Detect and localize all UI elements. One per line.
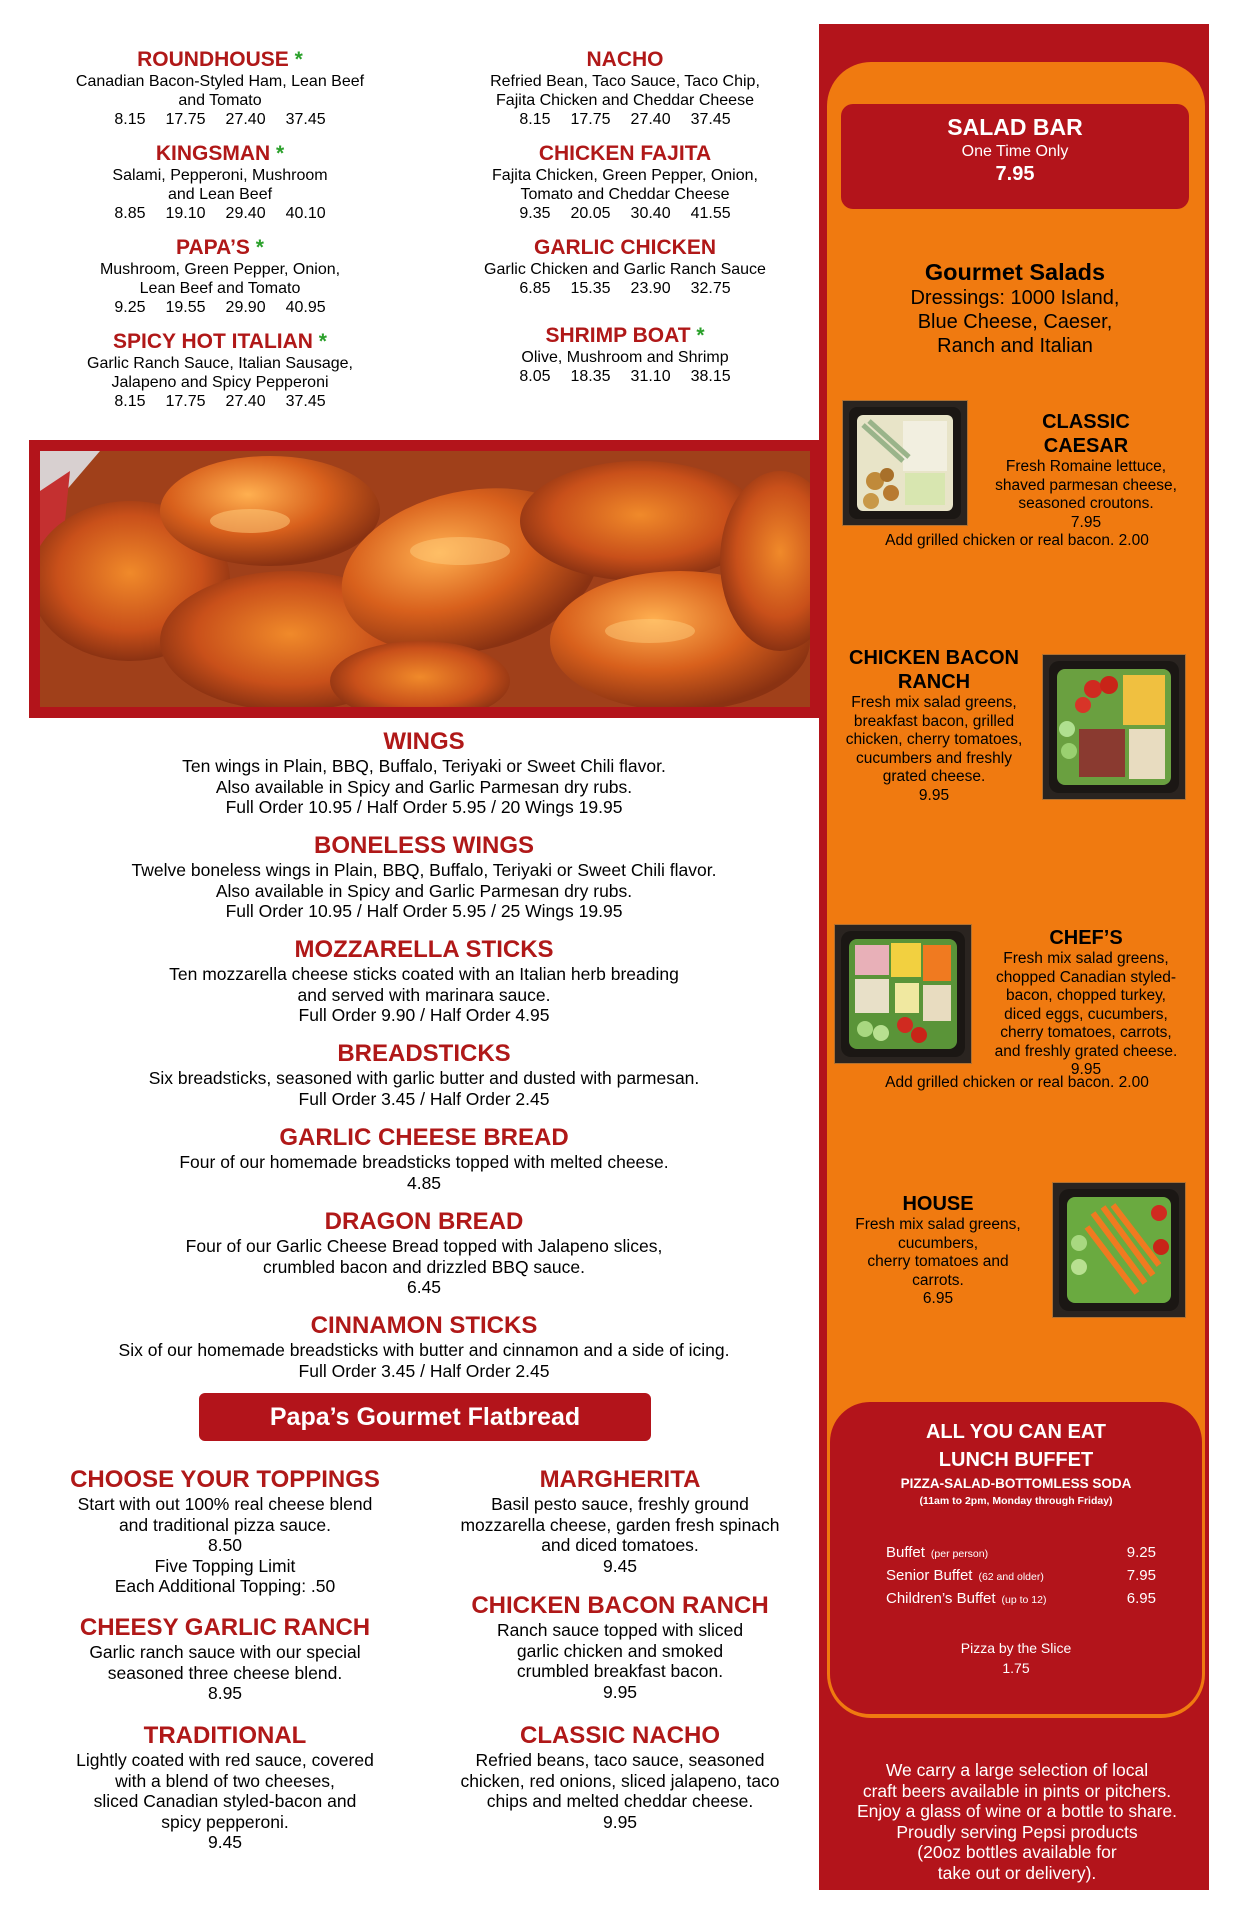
salad-name: CHICKEN BACON RANCH [849,647,1019,693]
star-icon: * [318,330,327,353]
pizza-kingsman [50,142,390,223]
item-title: DRAGON BREAD [324,1208,524,1235]
salad-desc: Fresh mix salad greens, cucumbers, cherry tomatoes and carrots. [855,1216,1021,1289]
chicken-bacon-ranch-image [1042,654,1186,800]
pizza-desc: Salami, Pepperoni, Mushroom and Lean Beef [112,167,328,203]
star-icon: * [294,48,303,71]
flatbread-banner: Papa’s Gourmet Flatbread [199,1393,651,1441]
salad-name: HOUSE [902,1193,974,1215]
item-desc: Six breadsticks, seasoned with garlic butter and dusted with parmesan. Full Order 3.45 / Half Order 2.45 [148,1068,700,1109]
item-desc: Refried beans, taco sauce, seasoned chicken, red onions, sliced jalapeno, taco chips and melted cheddar cheese. 9.95 [460,1750,780,1832]
item-title: WINGS [383,728,465,755]
item-desc: Ten mozzarella cheese sticks coated with an Italian herb breading and served with marinara sauce. Full Order 9.90 / Half Order 4.95 [169,964,679,1025]
appetizer-cinnamon-sticks [29,1312,819,1381]
pizza-name: CHICKEN FAJITA [538,142,712,165]
salad-chicken-bacon-ranch [836,646,1032,805]
addon-note: Add grilled chicken or real bacon. 2.00 [885,1074,1149,1091]
star-icon: * [696,324,705,347]
pizza-name: KINGSMAN [155,142,271,165]
item-title: CLASSIC NACHO [519,1722,720,1749]
flatbread-chicken-bacon-ranch [435,1592,805,1702]
pizza-name: ROUNDHOUSE [137,48,289,71]
pizza-name: SHRIMP BOAT [545,324,691,347]
pizza-desc: Refried Bean, Taco Sauce, Taco Chip, Fajita Chicken and Cheddar Cheese [490,73,760,109]
appetizer-dragon-bread [29,1208,819,1298]
pizza-chicken-fajita [460,142,790,223]
pizza-shrimp-boat [460,324,790,386]
salad-price: 7.95 [1070,513,1102,531]
buffet-row: Buffet (per person) 9.25 [886,1544,1156,1561]
pizza-name: SPICY HOT ITALIAN [113,330,313,353]
flatbread-choose-your-toppings [40,1466,410,1597]
pizza-desc: Olive, Mushroom and Shrimp [521,349,729,366]
caesar-salad-image [842,400,968,526]
pizza-prices: 8.85 19.10 29.40 40.10 [114,205,326,222]
item-desc: Ranch sauce topped with sliced garlic chicken and smoked crumbled breakfast bacon. 9.95 [496,1620,744,1702]
pizza-prices: 8.15 17.75 27.40 37.45 [114,111,326,128]
pizza-name: PAPA’S [176,236,250,259]
flatbread-traditional [40,1722,410,1853]
pizza-prices: 9.25 19.55 29.90 40.95 [114,299,326,316]
flatbread-classic-nacho [435,1722,805,1832]
pizza-desc: Canadian Bacon-Styled Ham, Lean Beef and Tomato [75,73,365,109]
item-desc: Basil pesto sauce, freshly ground mozzarella cheese, garden fresh spinach and diced tomatoes. 9.45 [460,1494,780,1576]
salad-name: CLASSIC CAESAR [1042,411,1130,457]
pizza-prices: 9.35 20.05 30.40 41.55 [519,205,731,222]
chefs-salad-image [834,924,972,1064]
appetizer-breadsticks [29,1040,819,1109]
flatbread-cheesy-garlic-ranch [40,1614,410,1704]
item-title: BREADSTICKS [337,1040,511,1067]
appetizer-mozzarella-sticks [29,936,819,1026]
pizza-prices: 8.05 18.35 31.10 38.15 [519,368,731,385]
salad-price: 9.95 [918,786,950,804]
lunch-buffet-box [830,1402,1202,1714]
item-title: GARLIC CHEESE BREAD [279,1124,569,1151]
pizza-prices: 8.15 17.75 27.40 37.45 [519,111,731,128]
buffet-title: ALL YOU CAN EAT LUNCH BUFFET [925,1421,1106,1471]
salad-classic-caesar [976,410,1196,532]
appetizer-boneless-wings [29,832,819,922]
wings-image [40,451,810,707]
pizza-name: NACHO [586,48,664,71]
salad-name: CHEF’S [1049,927,1123,949]
pizza-roundhouse [50,48,390,129]
item-title: CHICKEN BACON RANCH [471,1592,769,1619]
appetizer-garlic-cheese-bread [29,1124,819,1193]
pizza-desc: Fajita Chicken, Green Pepper, Onion, Tomato and Cheddar Cheese [492,167,758,203]
salad-bar-sub: One Time Only [961,143,1069,160]
addon-note: Add grilled chicken or real bacon. 2.00 [885,532,1149,549]
salad-bar-price: 7.95 [995,163,1035,185]
pizza-prices: 8.15 17.75 27.40 37.45 [114,393,326,410]
item-desc: Ten wings in Plain, BBQ, Buffalo, Teriyaki or Sweet Chili flavor. Also available in Spicy and Garlic Parmesan dry rubs. Full Order 10.95 / Half Order 5.95 / 20 Wings 19.95 [182,756,666,817]
wings-photo [29,440,821,718]
gourmet-salads [870,258,1160,358]
gourmet-title: Gourmet Salads [924,259,1106,285]
item-desc: Six of our homemade breadsticks with butter and cinnamon and a side of icing. Full Order 3.45 / Half Order 2.45 [118,1340,730,1381]
item-desc: Four of our homemade breadsticks topped with melted cheese. 4.85 [179,1152,669,1193]
salad-desc: Fresh mix salad greens, breakfast bacon, grilled chicken, cherry tomatoes, cucumbers and freshly grated cheese. [845,694,1023,785]
salad-chefs [976,926,1196,1080]
star-icon: * [255,236,264,259]
item-title: TRADITIONAL [143,1722,307,1749]
appetizer-wings [29,728,819,818]
pizza-desc: Mushroom, Green Pepper, Onion, Lean Beef and Tomato [99,261,341,297]
buffet-row: Children’s Buffet (up to 12) 6.95 [886,1590,1156,1607]
pizza-desc: Garlic Chicken and Garlic Ranch Sauce [484,261,766,278]
item-desc: Four of our Garlic Cheese Bread topped with Jalapeno slices, crumbled bacon and drizzled BBQ sauce. 6.45 [185,1236,663,1297]
pizza-spicy-hot-italian [50,330,390,411]
star-icon: * [276,142,285,165]
house-salad-image [1052,1182,1186,1318]
salad-price: 9.95 [1070,1061,1102,1078]
salad-desc: Fresh Romaine lettuce, shaved parmesan cheese, seasoned croutons. [995,458,1177,512]
pizza-papas [50,236,390,317]
buffet-sub: PIZZA-SALAD-BOTTOMLESS SODA [900,1476,1132,1491]
item-title: MARGHERITA [539,1466,701,1493]
pizza-name: GARLIC CHICKEN [534,236,716,259]
item-desc: Garlic ranch sauce with our special seasoned three cheese blend. 8.95 [89,1642,361,1703]
buffet-hours: (11am to 2pm, Monday through Friday) [919,1495,1113,1507]
pizza-by-slice: Pizza by the Slice 1.75 [960,1640,1072,1676]
item-title: CHOOSE YOUR TOPPINGS [70,1466,380,1493]
item-title: CINNAMON STICKS [310,1312,538,1339]
item-desc: Twelve boneless wings in Plain, BBQ, Buffalo, Teriyaki or Sweet Chili flavor. Also available in Spicy and Garlic Parmesan dry rubs. Full Order 10.95 / Half Order 5.95 / 25 Wings 19.95 [131,860,717,921]
pizza-garlic-chicken [460,236,790,298]
salad-desc: Fresh mix salad greens, chopped Canadian styled- bacon, chopped turkey, diced eggs, cucumbers, cherry tomatoes, carrots, and freshly grated cheese. [994,950,1178,1060]
salad-bar-box [841,104,1189,209]
item-title: BONELESS WINGS [313,832,535,859]
item-title: MOZZARELLA STICKS [294,936,554,963]
pizza-prices: 6.85 15.35 23.90 32.75 [519,280,731,297]
pizza-desc: Garlic Ranch Sauce, Italian Sausage, Jalapeno and Spicy Pepperoni [87,355,353,391]
buffet-row: Senior Buffet (62 and older) 7.95 [886,1567,1156,1584]
item-title: CHEESY GARLIC RANCH [79,1614,371,1641]
salad-bar-title: SALAD BAR [947,114,1083,140]
salad-price: 6.95 [922,1290,954,1307]
gourmet-dressings: Dressings: 1000 Island, Blue Cheese, Caeser, Ranch and Italian [910,287,1120,357]
pizza-nacho [460,48,790,129]
salad-house [838,1192,1038,1309]
item-desc: Start with out 100% real cheese blend and traditional pizza sauce. 8.50 Five Topping Limit Each Additional Topping: .50 [77,1494,373,1596]
flatbread-margherita [435,1466,805,1576]
beverage-note: We carry a large selection of local craft beers available in pints or pitchers. Enjoy a glass of wine or a bottle to share. Proudly serving Pepsi products (20oz bottles available for take out or delivery). [856,1760,1178,1883]
item-desc: Lightly coated with red sauce, covered with a blend of two cheeses, sliced Canadian styled-bacon and spicy pepperoni. 9.45 [76,1750,374,1852]
